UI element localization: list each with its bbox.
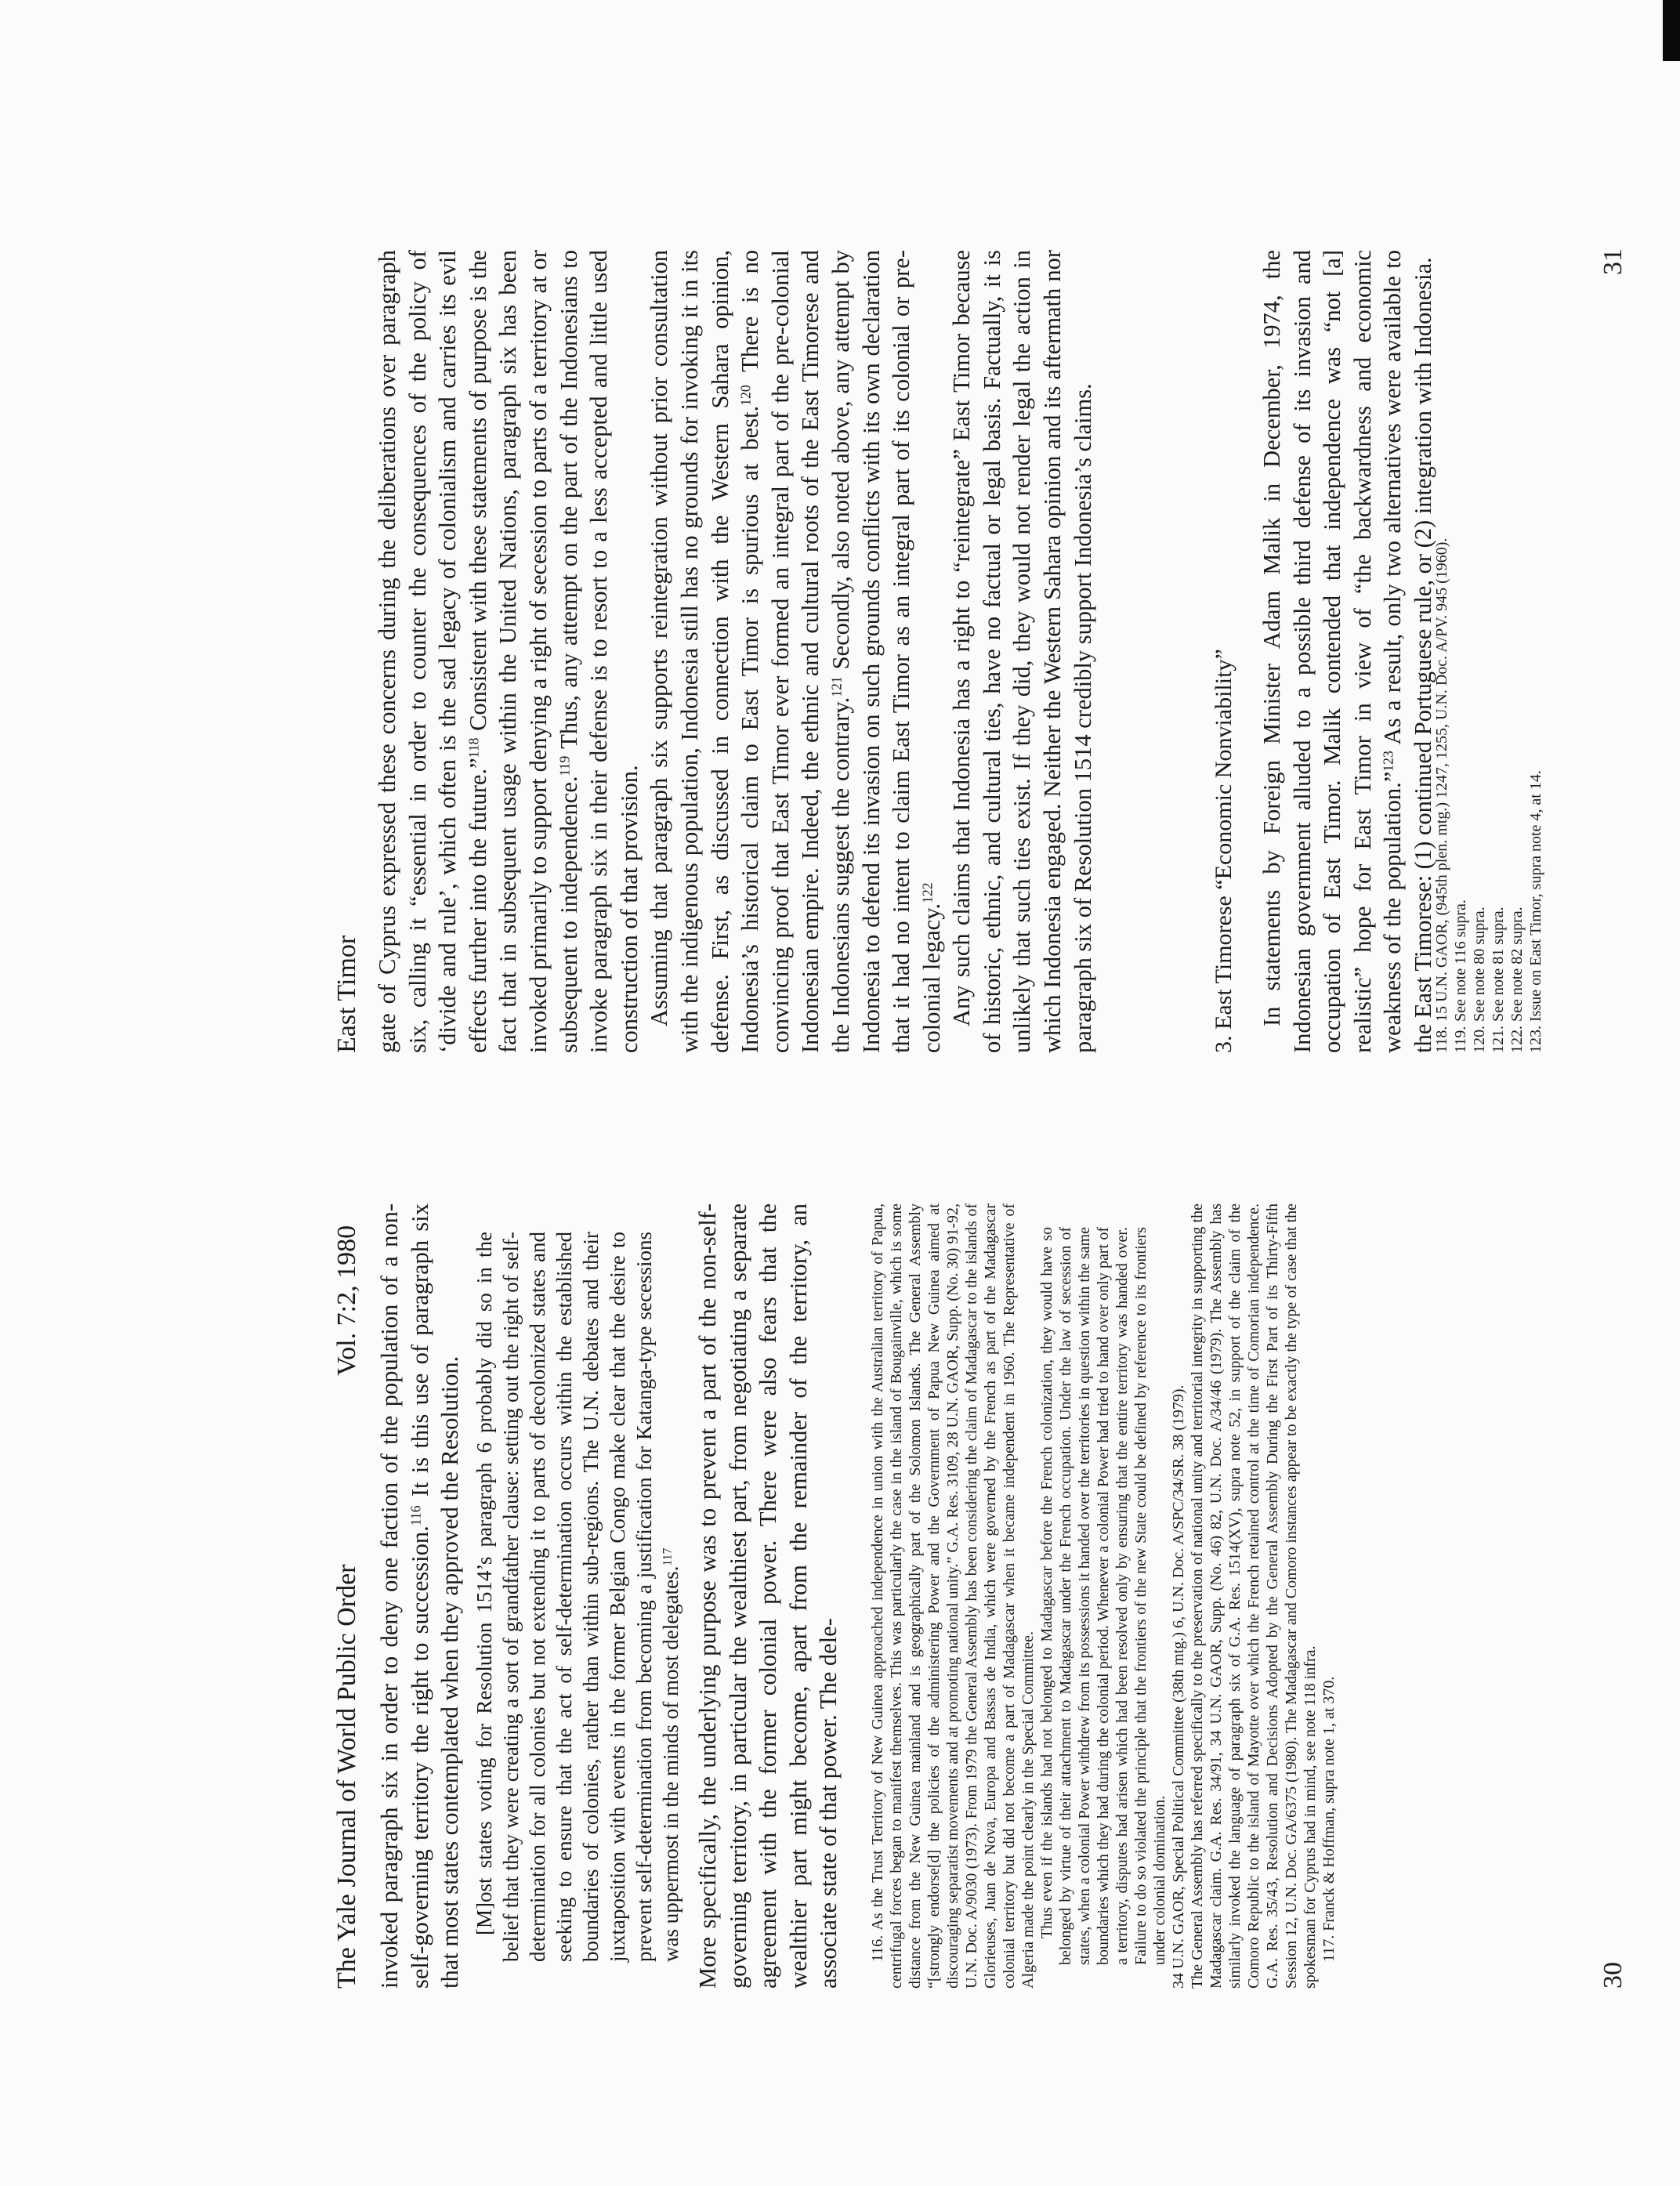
footnote-120: 120. See note 80 supra. [1471, 907, 1488, 1053]
body-paragraph-cont: There is no convincing proof that East Timor ever formed an integral part of the pre-colonial Indonesian empire. Indeed, the ethnic and cultural roots of the East Timorese and the Indonesians suggest the contrary. [737, 250, 854, 1053]
footnote-116: 116. As the Trust Territory of New Guinea approached independence in union with the Australian territory of Papua, centrifugal forces began to manifest themselves. This was particularly the case in the island of Bougainville, which is some distance from the New Guinea mainland and is geographically part of the Solomon Islands. The General Assembly “[strongly endorse[d] the policies of the administering Power and the Government of Papua New Guinea aimed at discouraging separatist movements and at promoting national unity.” G.A. Res. 3109, 28 U.N. GAOR, Supp. (No. 30) 91-92, U.N. Doc. A/9030 (1973). From 1979 the General Assembly has been considering the claim of Madagascar to the islands of Glorieuses, Juan de Nova, Europa and Bassas de India, which were governed by the French as part of the Madagascar colonial territory but did not become a part of Madagascar when it became independent in 1960. The Representative of Algeria made the point clearly in the Special Committee. [869, 1203, 1037, 1989]
footnote-117: 117. Franck & Hoffman, supra note 1, at 370. [1320, 1676, 1338, 1962]
body-paragraph: In statements by Foreign Minister Adam Malik in December, 1974, the Indonesian government alluded to a possible third defense of its invasion and occupation of East Timor. Malik contended that independence was “not [a] realistic” hope for East Timor in view of “the backwardness and economic weakness of the population.” [1258, 250, 1407, 1053]
volume-label: Vol. 7:2, 1980 [332, 1225, 361, 1376]
journal-title: The Yale Journal of World Public Order [332, 1564, 361, 1989]
body-paragraph: Any such claims that Indonesia has a right to “reintegrate” East Timor because of historic, ethnic, and cultural ties, have no factual or legal basis. Factually, it is unlikely that such ties exist. If they did, they would not render legal the action in which Indonesia engaged. Neither the Western Sahara opinion and its aftermath nor paragraph six of Resolution 1514 credibly support Indonesia’s claims. [948, 250, 1096, 1053]
running-title: East Timor [332, 935, 361, 1053]
body-text-bottom [693, 1203, 844, 1989]
footnote-ref: 120 [737, 385, 754, 406]
footnote-ref: 119 [556, 755, 572, 776]
footnote-ref: 122 [918, 882, 935, 903]
body-text-main [372, 250, 1098, 1053]
footnote-122: 122. See note 82 supra. [1508, 907, 1526, 1053]
body-paragraph-cont: Secondly, also noted above, any attempt by Indonesia to defend its invasion on such grounds conflicts with its own declaration that it had no intent to claim East Timor as an integral part of its colonial or pre-colonial legacy. [827, 250, 945, 1053]
footnote-119: 119. See note 116 supra. [1452, 899, 1469, 1053]
body-paragraph: More specifically, the underlying purpose was to prevent a part of the non-self-governing territory, in particular the wealthiest part, from negotiating a separate agreement with the former colonial power. There were also fears that the wealthier part might become, apart from the remainder of the territory, an associate state of that power. The dele- [694, 1203, 842, 1989]
body-paragraph-cont: Consistent with these statements of purpose is the fact that in subsequent usage within the United Nations, paragraph six has been invoked primarily to support denying a right of secession to parts of a territory at or subsequent to independence. [464, 250, 582, 1053]
section-heading: 3. East Timorese “Economic Nonviability” [1211, 649, 1236, 1053]
body-paragraph-cont: It is this use of paragraph six that most states contemplated when they approved the Resolution. [406, 1203, 464, 1989]
left-page [0, 1093, 1680, 2186]
footnote-116-quote: Thus even if the islands had not belonged to Madagascar before the French colonization, they would have so belonged by virtue of their attachment to Madagascar under the French occupation. Under the law of secession of states, when a colonial Power withdrew from its possessions it handed over the territories in question within the same boundaries which they had during the colonial period. Whenever a colonial Power had tried to hand over only part of a territory, disputes had arisen which had been resolved only by ensuring that the entire territory was handed over. Failure to do so violated the principle that the frontiers of the new State could be defined by reference to its frontiers under colonial domination. [1038, 1227, 1168, 1965]
body-paragraph: invoked paragraph six in order to deny one faction of the population of a non-self-governing territory the right to succession. [376, 1203, 433, 1989]
block-quote-text: [M]ost states voting for Resolution 1514’s paragraph 6 probably did so in the belief that they were creating a sort of grandfather clause: setting out the right of self-determination for all colonies but not extending it to parts of decolonized states and seeking to ensure that the act of self-determination occurs within the established boundaries of colonies, rather than within sub-regions. The U.N. debates and their juxtaposition with events in the former Belgian Congo make clear that the desire to prevent self-determination from becoming a justification for Katanga-type secessions was uppermost in the minds of most delegates. [472, 1232, 682, 1962]
footnote-116-continued: The General Assembly has referred specifically to the preservation of national unity and territorial integrity in supporting the Madagascar claim. G.A. Res. 34/91, 34 U.N. GAOR, Supp. (No. 46) 82, U.N. Doc. A/34/46 (1979). The Assembly has similarly invoked the language of paragraph six of G.A. Res. 1514(XV), supra note 52, in support of the claim of the Comoro Republic to the island of Mayotte over which the French retained control at the time of Comorian independence. G.A. Res. 35/43, Resolution and Decisions Adopted by the General Assembly During the First Part of its Thirty-Fifth Session 12, U.N. Doc. GA/6375 (1980). The Madagascar and Comoro instances appear to be exactly the type of case that the spokesman for Cyprus had in mind, see note 118 infra. [1189, 1203, 1319, 1989]
body-paragraph: gate of Cyprus expressed these concerns during the deliberations over paragraph six, calling it “essential in order to counter the consequences of the policy of ‘divide and rule’, which often is the sad legacy of colonialism and carries its evil effects further into the future.” [374, 250, 491, 1053]
footnote-ref: 118 [465, 737, 482, 758]
body-paragraph-cont: As a result, only two alternatives were available to the East Timorese: (1) continued Portuguese rule, or (2) integration with Indonesia. [1379, 250, 1436, 1053]
footnote-ref: 121 [828, 676, 845, 697]
body-paragraph: Assuming that paragraph six supports reintegration without prior consultation with the indigenous population, Indonesia still has no grounds for invoking it in its defense. First, as discussed in connection with the Western Sahara opinion, Indonesia’s historical claim to East Timor is spurious at best. [646, 250, 764, 1053]
footnote-118: 118. 15 U.N. GAOR, (945th plen. mtg.) 1247, 1255, U.N. Doc. A/PV. 945 (1960). [1433, 537, 1450, 1053]
block-quote [471, 1232, 684, 1962]
footnote-ref: 116 [407, 1505, 423, 1526]
page-number: 31 [1599, 248, 1628, 275]
footnote-116-citation: 34 U.N. GAOR, Special Political Committee (38th mtg.) 6, U.N. Doc. A/SPC/34/SR. 38 (1979). [1170, 1384, 1187, 1989]
footnote-121: 121. See note 81 supra. [1490, 907, 1507, 1053]
footnote-ref: 117 [661, 1547, 675, 1566]
footnote-ref: 123 [1380, 751, 1396, 772]
body-text-top [375, 1203, 465, 1989]
footnotes-left [868, 1203, 1338, 1989]
footnotes-right [1432, 250, 1545, 1053]
footnote-123: 123. Issue on East Timor, supra note 4, at 14. [1527, 770, 1544, 1053]
body-text-section [1257, 250, 1439, 1053]
page-number: 30 [1599, 1962, 1628, 1989]
body-paragraph-cont: Thus, any attempt on the part of the Indonesians to invoke paragraph six in their defense is to resort to a less accepted and little used construction of that provision. [555, 250, 643, 1053]
